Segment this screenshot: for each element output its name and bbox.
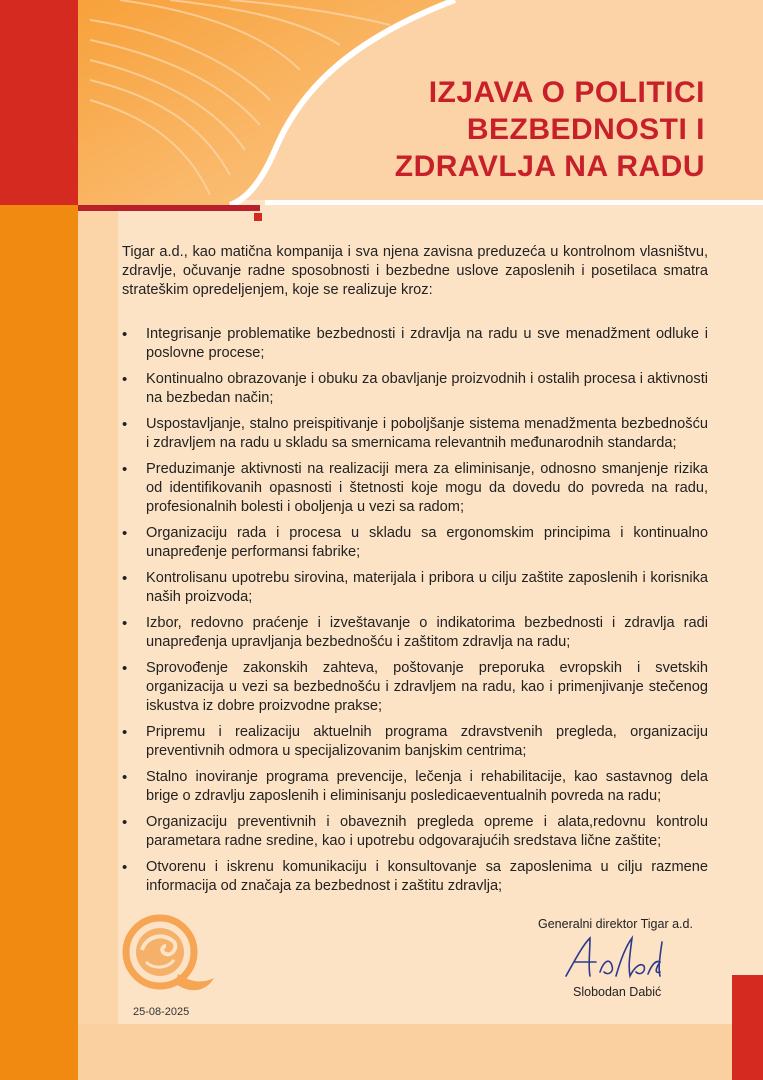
list-item: • Sprovođenje zakonskih zahteva, poštovanje preporuka evropskih i svetskih organizacija u vezi sa bezbednošću i zdravljem na radu, kao i primenjivanje stečenog iskustva iz dobre proizvodne prakse; [122, 659, 708, 716]
signatory-role: Generalni direktor Tigar a.d. [538, 917, 693, 931]
quality-logo-icon [120, 912, 220, 1002]
signatory-name: Slobodan Dabić [573, 985, 662, 999]
policy-list [122, 325, 708, 903]
page-title [285, 74, 705, 185]
list-item: • Stalno inoviranje programa prevencije, lečenja i rehabilitacije, kao sastavnog dela brige o zdravlju zaposlenih i eliminisanju posledicaeventualnih povreda na radu; [122, 768, 708, 806]
title-line-1: IZJAVA O POLITICI [428, 76, 705, 109]
list-item: • Integrisanje problematike bezbednosti i zdravlja na radu u sve menadžment odluke i poslovne procese; [122, 325, 708, 363]
list-item: • Kontinualno obrazovanje i obuku za obavljanje proizvodnih i ostalih procesa i aktivnosti na bezbedan način; [122, 370, 708, 408]
list-item: • Preduzimanje aktivnosti na realizaciji mera za eliminisanje, odnosno smanjenje rizika od identifikovanih opasnosti i štetnosti koje mogu da dovedu do povreda na radu, profesionalnih bolesti i oboljenja u vezi sa radom; [122, 460, 708, 517]
list-item: • Organizaciju rada i procesa u skladu sa ergonomskim principima i kontinualno unapređenje performansi fabrike; [122, 524, 708, 562]
list-item: • Izbor, redovno praćenje i izveštavanje o indikatorima bezbednosti i zdravlja radi unapređenja upravljanja bezbednošću i zaštitom zdravlja na radu; [122, 614, 708, 652]
list-item: • Uspostavljanje, stalno preispitivanje i poboljšanje sistema menadžmenta bezbednošću i zdravljem na radu u skladu sa smernicama relevantnih međunarodnih standarda; [122, 415, 708, 453]
title-line-2: BEZBEDNOSTI I [466, 113, 705, 146]
intro-paragraph: Tigar a.d., kao matična kompanija i sva njena zavisna preduzeća u kontrolnom vlasništvu, zdravlje, očuvanje radne sposobnosti i bezbedne uslove zaposlenih i posetilaca smatra strateškim opredeljenjem, koje se realizuje kroz: [122, 244, 708, 298]
list-item: • Pripremu i realizaciju aktuelnih programa zdravstvenih pregleda, organizaciju preventivnih odmora u specijalizovanim banjskim centrima; [122, 723, 708, 761]
list-item: • Kontrolisanu upotrebu sirovina, materijala i pribora u cilju zaštite zaposlenih i korisnika naših proizvoda; [122, 569, 708, 607]
list-item: • Otvorenu i iskrenu komunikaciju i konsultovanje sa zaposlenima u cilju razmene informacija od značaja za bezbednost i zaštitu zdravlja; [122, 858, 708, 896]
list-item: • Organizaciju preventivnih i obaveznih pregleda opreme i alata,redovnu kontrolu parametara radne sredine, kao i upotrebu odgovarajućih sredstava lične zaštite; [122, 813, 708, 851]
handwritten-signature [560, 932, 670, 982]
title-line-3: ZDRAVLJA NA RADU [394, 150, 705, 183]
document-date: 25-08-2025 [133, 1006, 190, 1018]
